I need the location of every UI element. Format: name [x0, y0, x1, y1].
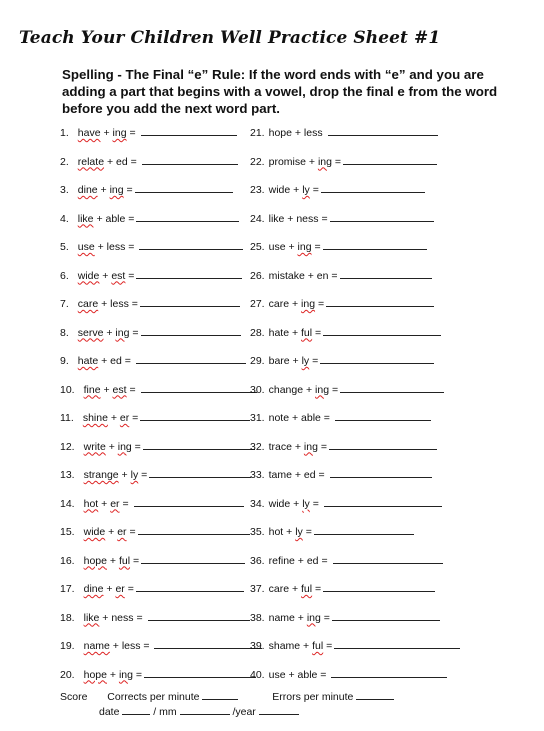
operator-text: + less =: [109, 640, 153, 652]
base-word: relate: [77, 155, 105, 168]
base-word: hot: [83, 497, 99, 510]
exercise-row: [0, 154, 544, 172]
exercise-row: [0, 553, 544, 571]
suffix: ly: [130, 469, 139, 481]
suffix: est: [111, 269, 126, 282]
answer-blank[interactable]: [136, 268, 242, 279]
exercise-item: [250, 553, 443, 567]
exercise-item: [60, 638, 262, 652]
suffix: ing: [297, 241, 312, 253]
operator-text: + ness =: [284, 212, 328, 225]
base-word: change: [268, 383, 304, 396]
year-blank[interactable]: [259, 704, 299, 715]
date-sep: / mm: [153, 706, 177, 718]
operator-text: +: [100, 383, 113, 396]
operator-text: +: [103, 326, 116, 339]
operator-text: +: [107, 412, 120, 424]
item-number: 23.: [250, 184, 265, 196]
suffix: er: [119, 412, 130, 424]
exercise-row: [0, 439, 544, 457]
exercise-item: [250, 211, 434, 225]
answer-blank[interactable]: [134, 496, 244, 507]
answer-blank[interactable]: [329, 439, 437, 450]
item-number: 40.: [250, 668, 265, 681]
base-word: shine: [82, 412, 108, 424]
exercise-item: [250, 524, 414, 538]
date-label: date: [99, 706, 120, 718]
exercise-item: [60, 382, 257, 396]
equals-sign: =: [138, 469, 148, 481]
exercise-item: [60, 296, 240, 310]
suffix: er: [117, 526, 127, 538]
base-word: bare: [268, 355, 290, 367]
exercise-row: [0, 125, 544, 143]
suffix: ing: [303, 440, 318, 453]
answer-blank[interactable]: [140, 410, 250, 421]
exercise-row: [0, 239, 544, 257]
operator-text: +: [105, 526, 118, 538]
item-number: 8.: [60, 326, 69, 339]
operator-text: +: [100, 127, 113, 139]
item-number: 6.: [60, 269, 69, 282]
exercise-row: [0, 182, 544, 200]
exercise-item: [60, 467, 251, 481]
operator-text: +: [98, 497, 111, 510]
operator-text: +: [103, 583, 116, 595]
base-word: mistake: [268, 269, 305, 282]
equals-sign: =: [309, 355, 319, 367]
equals-sign: =: [132, 668, 143, 681]
equals-sign: =: [119, 497, 132, 510]
base-word: hate: [268, 326, 290, 339]
equals-sign: =: [126, 127, 139, 139]
base-word: name: [83, 640, 110, 652]
exercise-item: [250, 581, 435, 595]
exercise-row: [0, 496, 544, 514]
item-number: 30.: [250, 383, 265, 396]
item-number: 13.: [60, 469, 75, 481]
base-word: use: [268, 668, 286, 681]
operator-text: +: [294, 611, 307, 624]
answer-blank[interactable]: [321, 182, 425, 193]
item-number: 33.: [250, 469, 265, 481]
equals-sign: =: [130, 554, 140, 567]
exercise-item: [250, 125, 438, 139]
date-day-blank[interactable]: [122, 704, 150, 715]
base-word: wide: [77, 269, 100, 282]
exercise-row: [0, 667, 544, 685]
exercise-item: [250, 410, 431, 424]
answer-blank[interactable]: [136, 211, 239, 222]
base-word: like: [83, 611, 100, 624]
base-word: shame: [268, 640, 301, 652]
answer-blank[interactable]: [323, 239, 427, 250]
exercise-item: [250, 638, 460, 652]
suffix: ly: [302, 497, 310, 510]
suffix: ly: [301, 355, 310, 367]
item-number: 25.: [250, 241, 265, 253]
base-word: trace: [268, 440, 292, 453]
suffix: ful: [301, 583, 313, 595]
operator-text: + able =: [289, 412, 333, 424]
item-number: 2.: [60, 155, 69, 168]
item-number: 3.: [60, 184, 69, 196]
suffix: ing: [306, 611, 321, 624]
equals-sign: =: [126, 383, 139, 396]
base-word: refine: [268, 554, 295, 567]
answer-blank[interactable]: [140, 296, 240, 307]
base-word: strange: [83, 469, 119, 481]
answer-blank[interactable]: [326, 296, 434, 307]
answer-blank[interactable]: [343, 154, 437, 165]
item-number: 35.: [250, 526, 265, 538]
operator-text: +: [106, 668, 119, 681]
item-number: 19.: [60, 640, 75, 652]
answer-blank[interactable]: [149, 467, 251, 478]
answer-blank[interactable]: [332, 610, 440, 621]
item-number: 16.: [60, 554, 75, 567]
operator-text: +: [289, 583, 302, 595]
base-word: fine: [83, 383, 101, 396]
exercise-item: [250, 382, 444, 396]
base-word: write: [83, 440, 106, 453]
exercise-row: [0, 581, 544, 599]
answer-blank[interactable]: [340, 382, 444, 393]
equals-sign: =: [124, 583, 134, 595]
date-line: [99, 704, 299, 718]
operator-text: +: [105, 440, 118, 453]
item-number: 5.: [60, 241, 69, 253]
operator-text: + able =: [285, 668, 330, 681]
exercise-item: [60, 667, 256, 681]
operator-text: + less =: [94, 241, 138, 253]
exercise-item: [250, 239, 427, 253]
equals-sign: =: [329, 383, 339, 396]
item-number: 4.: [60, 212, 69, 225]
exercise-row: [0, 211, 544, 229]
operator-text: +: [289, 326, 302, 339]
operator-text: +: [106, 554, 119, 567]
item-number: 17.: [60, 583, 75, 595]
item-number: 10.: [60, 383, 75, 396]
exercise-item: [60, 439, 255, 453]
operator-text: + less: [291, 127, 326, 139]
operator-text: + able =: [93, 212, 135, 225]
suffix: ing: [317, 155, 332, 168]
item-number: 14.: [60, 497, 75, 510]
item-number: 36.: [250, 554, 265, 567]
equals-sign: =: [123, 184, 133, 196]
base-word: wide: [268, 497, 291, 510]
item-number: 15.: [60, 526, 75, 538]
item-number: 24.: [250, 212, 265, 225]
equals-sign: =: [323, 640, 333, 652]
base-word: hope: [83, 668, 107, 681]
base-word: hope: [268, 127, 292, 139]
date-month-blank[interactable]: [180, 704, 230, 715]
exercise-row: [0, 610, 544, 628]
base-word: dine: [83, 583, 104, 595]
operator-text: +: [303, 383, 316, 396]
exercise-row: [0, 325, 544, 343]
equals-sign: =: [311, 241, 321, 253]
equals-sign: =: [312, 583, 322, 595]
exercise-item: [250, 325, 441, 339]
suffix: er: [110, 497, 120, 510]
answer-blank[interactable]: [138, 524, 250, 535]
suffix: est: [112, 383, 127, 396]
answer-blank[interactable]: [143, 439, 255, 450]
answer-blank[interactable]: [139, 239, 243, 250]
exercise-item: [60, 211, 239, 225]
equals-sign: =: [126, 526, 136, 538]
corrects-blank[interactable]: [202, 689, 238, 700]
exercise-row: [0, 296, 544, 314]
suffix: ing: [109, 184, 124, 196]
item-number: 27.: [250, 298, 265, 310]
exercise-item: [60, 496, 244, 510]
base-word: like: [77, 212, 94, 225]
exercise-item: [60, 125, 237, 139]
item-number: 29.: [250, 355, 265, 367]
operator-text: + ed =: [98, 355, 134, 367]
base-word: have: [77, 127, 101, 139]
item-number: 38.: [250, 611, 265, 624]
exercise-item: [250, 154, 437, 168]
exercise-item: [250, 667, 447, 681]
suffix: ly: [302, 184, 310, 196]
operator-text: +: [289, 298, 302, 310]
answer-blank[interactable]: [334, 638, 460, 649]
answer-blank[interactable]: [136, 581, 244, 592]
operator-text: +: [289, 355, 302, 367]
exercise-row: [0, 638, 544, 656]
item-number: 12.: [60, 440, 75, 453]
equals-sign: =: [331, 155, 342, 168]
item-number: 21.: [250, 127, 265, 139]
year-label: /year: [232, 706, 256, 718]
equals-sign: =: [129, 412, 139, 424]
answer-blank[interactable]: [330, 467, 432, 478]
exercise-item: [60, 182, 233, 196]
suffix: ing: [118, 668, 133, 681]
equals-sign: =: [129, 326, 139, 339]
exercise-item: [250, 182, 425, 196]
operator-text: + less =: [98, 298, 138, 310]
exercise-row: [0, 382, 544, 400]
answer-blank[interactable]: [331, 667, 447, 678]
operator-text: + en =: [304, 269, 338, 282]
base-word: care: [268, 583, 290, 595]
equals-sign: =: [320, 611, 330, 624]
operator-text: +: [305, 155, 318, 168]
operator-text: + ness =: [99, 611, 146, 624]
equals-sign: =: [309, 497, 322, 510]
answer-blank[interactable]: [333, 553, 443, 564]
base-word: hot: [268, 526, 284, 538]
operator-text: +: [99, 269, 112, 282]
item-number: 31.: [250, 412, 265, 424]
answer-blank[interactable]: [141, 553, 245, 564]
exercise-row: [0, 467, 544, 485]
operator-text: + ed =: [291, 469, 328, 481]
equals-sign: =: [309, 184, 319, 196]
answer-blank[interactable]: [314, 524, 414, 535]
item-number: 7.: [60, 298, 69, 310]
operator-text: +: [97, 184, 110, 196]
item-number: 32.: [250, 440, 265, 453]
equals-sign: =: [302, 526, 312, 538]
exercise-item: [250, 467, 432, 481]
answer-blank[interactable]: [335, 410, 431, 421]
base-word: care: [268, 298, 290, 310]
exercise-row: [0, 268, 544, 286]
exercise-item: [60, 553, 245, 567]
base-word: hope: [83, 554, 107, 567]
exercise-item: [60, 154, 238, 168]
answer-blank[interactable]: [154, 638, 262, 649]
exercise-item: [60, 353, 246, 367]
errors-label: Errors per minute: [272, 691, 354, 703]
item-number: 28.: [250, 326, 265, 339]
item-number: 18.: [60, 611, 75, 624]
operator-text: +: [118, 469, 131, 481]
exercise-item: [60, 524, 250, 538]
exercise-item: [60, 268, 242, 282]
suffix: ing: [315, 383, 330, 396]
answer-blank[interactable]: [136, 353, 246, 364]
answer-blank[interactable]: [144, 667, 256, 678]
base-word: use: [268, 241, 286, 253]
operator-text: + ed =: [294, 554, 331, 567]
operator-text: +: [283, 526, 296, 538]
exercise-item: [250, 296, 434, 310]
base-word: like: [268, 212, 285, 225]
base-word: name: [268, 611, 295, 624]
suffix: ly: [295, 526, 303, 538]
answer-blank[interactable]: [323, 325, 441, 336]
operator-text: + ed =: [104, 155, 140, 168]
base-word: use: [77, 241, 95, 253]
base-word: tame: [268, 469, 292, 481]
exercise-item: [60, 610, 250, 624]
exercise-item: [250, 268, 432, 282]
item-number: 9.: [60, 355, 69, 367]
suffix: ing: [115, 326, 130, 339]
suffix: er: [115, 583, 125, 595]
answer-blank[interactable]: [135, 182, 233, 193]
answer-blank[interactable]: [323, 581, 435, 592]
item-number: 37.: [250, 583, 265, 595]
equals-sign: =: [315, 298, 325, 310]
exercise-row: [0, 410, 544, 428]
errors-blank[interactable]: [356, 689, 394, 700]
suffix: ing: [301, 298, 316, 310]
suffix: ful: [301, 326, 313, 339]
base-word: serve: [77, 326, 104, 339]
exercise-item: [250, 610, 440, 624]
score-line: [60, 689, 394, 703]
base-word: hate: [77, 355, 99, 367]
answer-blank[interactable]: [142, 154, 238, 165]
suffix: ful: [312, 640, 324, 652]
base-word: wide: [83, 526, 106, 538]
score-label: Score: [60, 691, 88, 703]
answer-blank[interactable]: [340, 268, 432, 279]
exercise-item: [250, 496, 442, 510]
item-number: 1.: [60, 127, 69, 139]
item-number: 39.: [250, 640, 265, 652]
answer-blank[interactable]: [324, 496, 442, 507]
exercise-row: [0, 353, 544, 371]
answer-blank[interactable]: [328, 125, 438, 136]
equals-sign: =: [131, 440, 141, 453]
suffix: ing: [117, 440, 132, 453]
item-number: 11.: [60, 412, 74, 424]
item-number: 22.: [250, 155, 265, 168]
item-number: 26.: [250, 269, 265, 282]
exercise-item: [60, 239, 243, 253]
exercise-item: [60, 325, 241, 339]
base-word: wide: [268, 184, 291, 196]
equals-sign: =: [125, 269, 135, 282]
item-number: 20.: [60, 668, 75, 681]
base-word: promise: [268, 155, 306, 168]
operator-text: +: [300, 640, 313, 652]
answer-blank[interactable]: [141, 125, 237, 136]
exercise-item: [250, 353, 434, 367]
answer-blank[interactable]: [320, 353, 434, 364]
equals-sign: =: [317, 440, 327, 453]
answer-blank[interactable]: [141, 325, 241, 336]
item-number: 34.: [250, 497, 265, 510]
answer-blank[interactable]: [148, 610, 250, 621]
rule-instructions: Spelling - The Final “e” Rule: If the word ends with “e” and you are adding a part that begins with a vowel, drop the final e from the word before you add the next word part.: [62, 67, 498, 116]
exercise-item: [60, 581, 244, 595]
base-word: care: [77, 298, 99, 310]
operator-text: +: [285, 241, 298, 253]
answer-blank[interactable]: [141, 382, 257, 393]
answer-blank[interactable]: [330, 211, 434, 222]
base-word: note: [268, 412, 290, 424]
suffix: ing: [112, 127, 127, 139]
exercise-item: [250, 439, 437, 453]
operator-text: +: [290, 184, 303, 196]
operator-text: +: [291, 440, 304, 453]
page-title: Teach Your Children Well Practice Sheet #1: [19, 28, 441, 48]
base-word: dine: [77, 184, 98, 196]
suffix: ful: [118, 554, 131, 567]
corrects-label: Corrects per minute: [107, 691, 200, 703]
exercise-item: [60, 410, 250, 424]
operator-text: +: [290, 497, 303, 510]
equals-sign: =: [312, 326, 322, 339]
exercise-row: [0, 524, 544, 542]
